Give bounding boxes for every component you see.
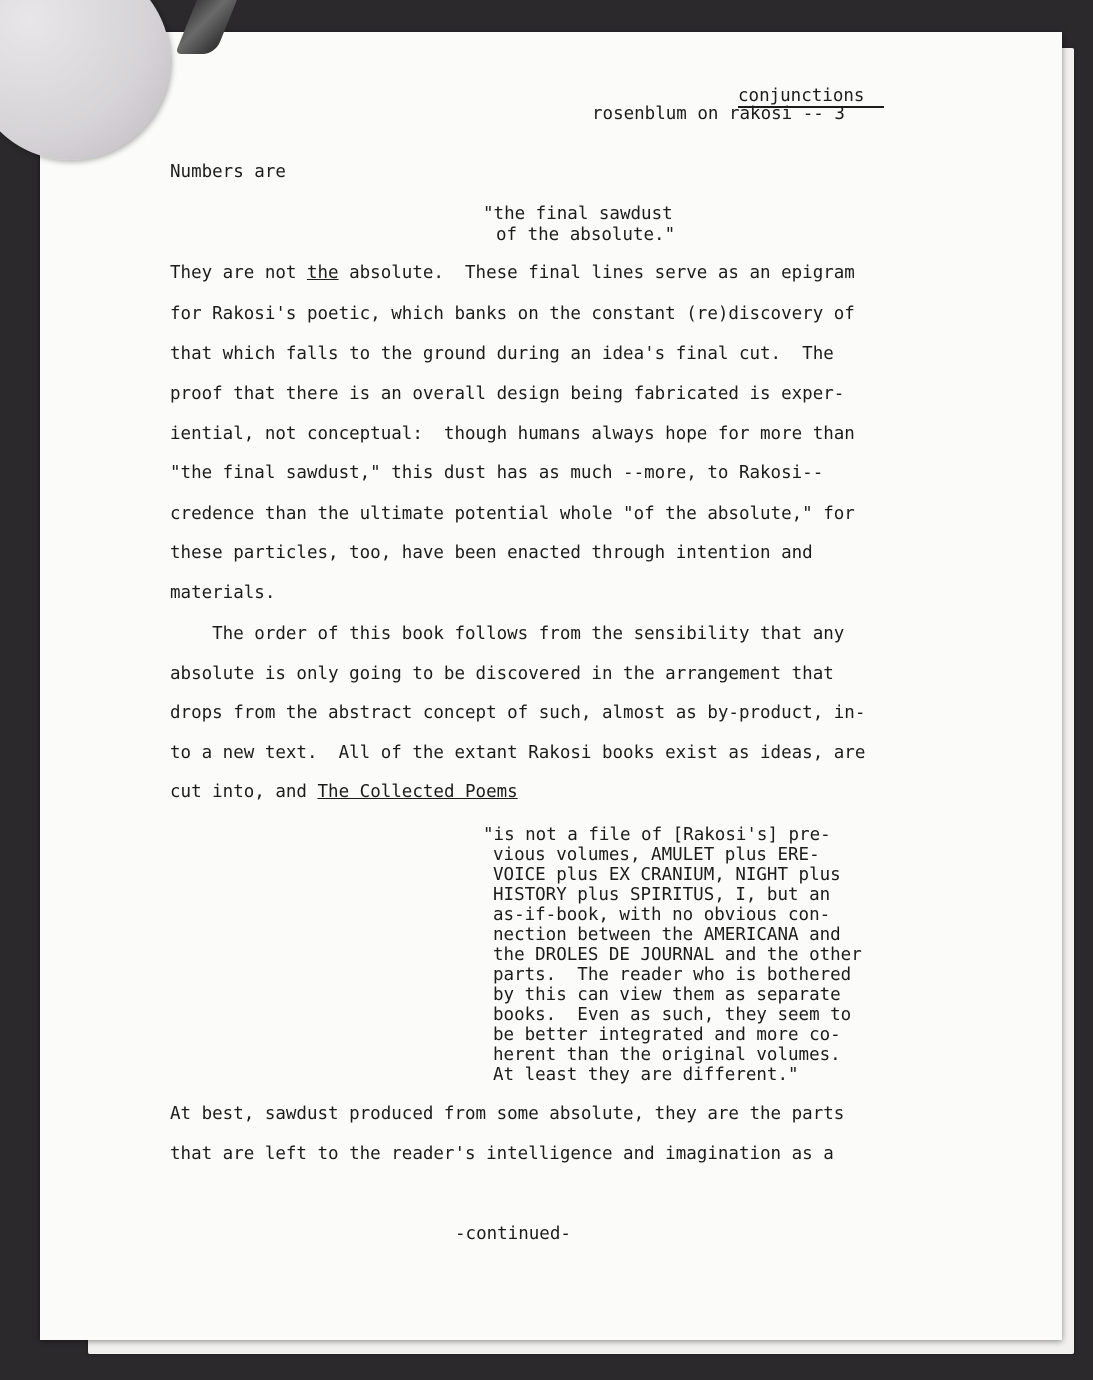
text-run: absolute. These final lines serve as an epigram — [338, 263, 855, 283]
epigram-line-1: "the final sawdust — [483, 204, 673, 224]
running-head: rosenblum on rakosi -- 3 — [592, 104, 845, 124]
para1-line: proof that there is an overall design being fabricated is exper- — [170, 384, 845, 404]
para2-line-last — [170, 782, 518, 802]
block-quote-line: parts. The reader who is bothered — [493, 965, 852, 985]
block-quote-line: herent than the original volumes. — [493, 1045, 841, 1065]
book-title: The Collected Poems — [317, 782, 518, 802]
block-quote-line: At least they are different." — [493, 1065, 799, 1085]
para2-line: to a new text. All of the extant Rakosi books exist as ideas, are — [170, 743, 866, 763]
block-quote-line: vious volumes, AMULET plus ERE- — [493, 845, 820, 865]
block-quote-line: be better integrated and more co- — [493, 1025, 841, 1045]
para3-line: At best, sawdust produced from some absolute, they are the parts — [170, 1104, 845, 1124]
para2-line: The order of this book follows from the sensibility that any — [170, 624, 845, 644]
block-quote-line: as-if-book, with no obvious con- — [493, 905, 831, 925]
para1-line: credence than the ultimate potential whole "of the absolute," for — [170, 504, 855, 524]
block-quote-line: the DROLES DE JOURNAL and the other — [493, 945, 862, 965]
text-run: cut into, and — [170, 782, 318, 802]
para1-line: iential, not conceptual: though humans always hope for more than — [170, 424, 855, 444]
para3-line: that are left to the reader's intelligence and imagination as a — [170, 1144, 834, 1164]
para1-line: "the final sawdust," this dust has as much --more, to Rakosi-- — [170, 463, 824, 483]
para1-line: materials. — [170, 583, 276, 603]
epigram-line-2: of the absolute." — [496, 225, 676, 245]
text-run: They are not — [170, 263, 307, 283]
block-quote-line: VOICE plus EX CRANIUM, NIGHT plus — [493, 865, 841, 885]
intro-lead: Numbers are — [170, 162, 286, 182]
block-quote-line: nection between the AMERICANA and — [493, 925, 841, 945]
para1-line: these particles, too, have been enacted through intention and — [170, 543, 813, 563]
block-quote-line: books. Even as such, they seem to — [493, 1005, 852, 1025]
para1-line: for Rakosi's poetic, which banks on the constant (re)discovery of — [170, 304, 855, 324]
journal-title: conjunctions — [738, 86, 865, 106]
block-quote-line: by this can view them as separate — [493, 985, 841, 1005]
block-quote-line: HISTORY plus SPIRITUS, I, but an — [493, 885, 831, 905]
para2-line: absolute is only going to be discovered in the arrangement that — [170, 664, 834, 684]
continued-marker: -continued- — [455, 1224, 571, 1244]
para1-line-1 — [170, 263, 855, 283]
para2-line: drops from the abstract concept of such, almost as by-product, in- — [170, 703, 866, 723]
block-quote-line: "is not a file of [Rakosi's] pre- — [483, 825, 831, 845]
para1-line: that which falls to the ground during an idea's final cut. The — [170, 344, 834, 364]
underlined-word: the — [306, 263, 339, 283]
